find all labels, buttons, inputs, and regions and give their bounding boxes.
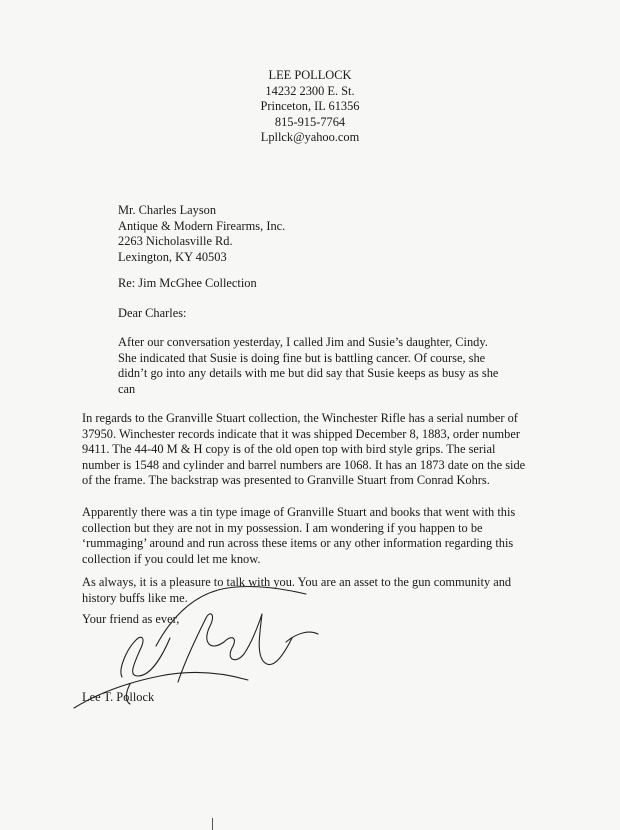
subject-line: Re: Jim McGhee Collection <box>118 276 257 290</box>
paragraph-line: of the frame. The backstrap was presented to Granville Stuart from Conrad Kohrs. <box>82 473 490 488</box>
recipient-city: Lexington, KY 40503 <box>118 249 227 264</box>
recipient-company: Antique & Modern Firearms, Inc. <box>118 218 286 233</box>
paragraph-line: can <box>118 381 136 396</box>
sender-city: Princeton, IL 61356 <box>260 99 360 113</box>
paragraph-1 <box>118 335 498 397</box>
sender-phone: 815-915-7764 <box>274 114 346 129</box>
signed-name: Lee T. Pollock <box>82 690 155 704</box>
page-edge-mark <box>212 818 213 830</box>
paragraph-line: She indicated that Susie is doing fine but is battling cancer. Of course, she <box>118 350 486 365</box>
recipient-name: Mr. Charles Layson <box>118 203 217 217</box>
paragraph-line: collection but they are not in my possession. I am wondering if you happen to be <box>82 520 483 535</box>
paragraph-line: 9411. The 44-40 M & H copy is of the old open top with bird style grips. The serial <box>82 442 496 457</box>
paragraph-line: history buffs like me. <box>82 590 188 605</box>
sender-email: Lpllck@yahoo.com <box>260 130 360 144</box>
sender-name: LEE POLLOCK <box>268 68 352 82</box>
paragraph-line: 37950. Winchester records indicate that it was shipped December 8, 1883, order number <box>82 426 520 441</box>
paragraph-2 <box>82 411 525 489</box>
closing: Your friend as ever, <box>82 612 180 626</box>
paragraph-line: Apparently there was a tin type image of Granville Stuart and books that went with this <box>82 505 516 519</box>
paragraph-line: In regards to the Granville Stuart collection, the Winchester Rifle has a serial number of <box>82 411 518 425</box>
paragraph-3 <box>82 505 515 567</box>
salutation: Dear Charles: <box>118 306 187 320</box>
recipient-street: 2263 Nicholasville Rd. <box>118 234 233 248</box>
letterhead <box>200 68 420 146</box>
paragraph-line: ‘rummaging’ around and run across these items or any other information regarding this <box>82 536 514 551</box>
paragraph-line: number is 1548 and cylinder and barrel numbers are 1068. It has an 1873 date on the side <box>82 457 526 472</box>
sender-street: 14232 2300 E. St. <box>265 83 355 98</box>
paragraph-line: After our conversation yesterday, I called Jim and Susie’s daughter, Cindy. <box>118 335 488 349</box>
paragraph-line: As always, it is a pleasure to talk with you. You are an asset to the gun community and <box>82 575 512 589</box>
recipient-address <box>118 203 285 265</box>
paragraph-line: didn’t go into any details with me but did say that Susie keeps as busy as she <box>118 366 499 381</box>
paragraph-line: collection if you could let me know. <box>82 551 261 566</box>
